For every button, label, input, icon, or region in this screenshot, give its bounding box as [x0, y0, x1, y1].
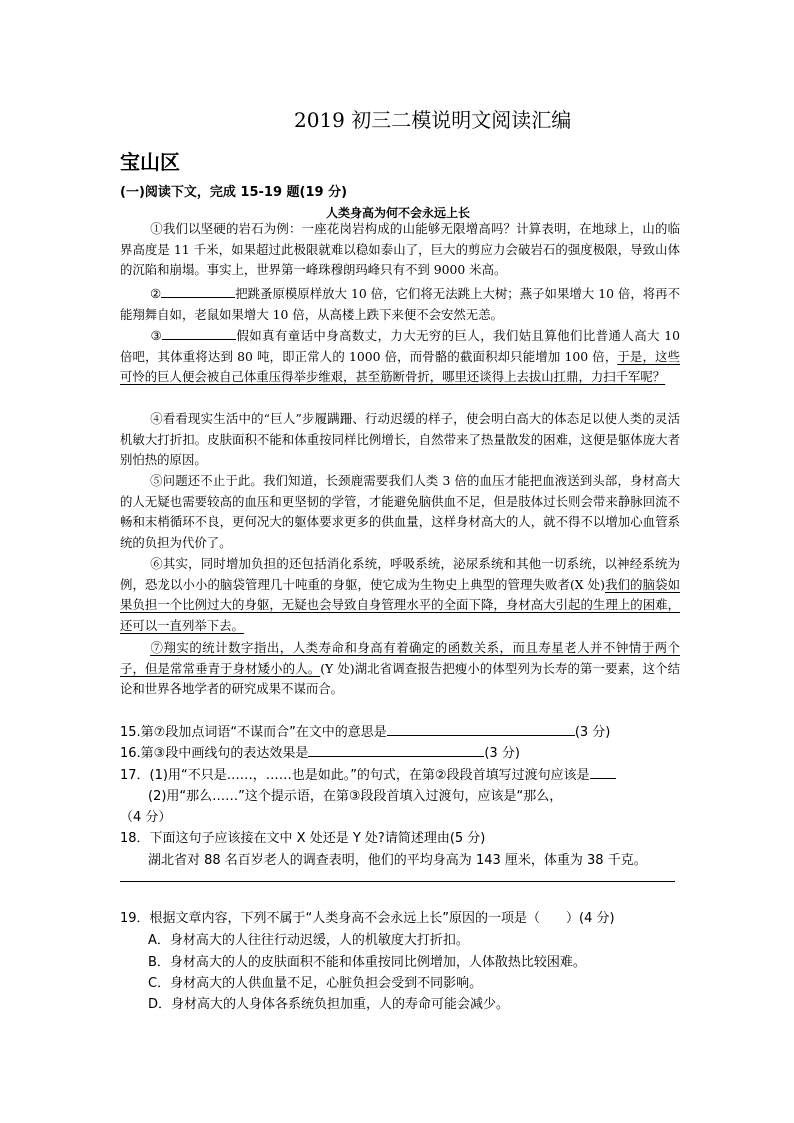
question-17-part-2-text: (2)用“那么……”这个提示语，在第③段段首填入过渡句，应该是“那么， — [148, 789, 563, 804]
paragraph-3-underlined-sentence: 于是，这些可怜的巨人便会被自己体重压得举步维艰，甚至筋断骨折，哪里还谈得上去拔山扛鼎，力扫千军呢？ — [120, 348, 680, 385]
paragraph-5 — [120, 471, 680, 554]
paragraph-7 — [120, 638, 680, 700]
question-19-option-d[interactable]: D．身材高大的人身体各系统负担加重，人的寿命可能会减少。 — [148, 997, 510, 1012]
paragraph-7-text: (Y 处)湖北省调查报告把瘦小的体型列为长寿的第一要素，这个结论和世界各地学者的研究成果不谋而合。 — [120, 660, 680, 697]
paragraph-3-number: ③ — [150, 328, 162, 343]
paragraph-3-text: 假如真有童话中身高数丈，力大无穷的巨人，我们姑且算他们比普通人高大 10 倍吧，其体重将达到 80 吨，即正常人的 1000 倍，而骨骼的截面积却只能增加 100 倍， — [120, 328, 680, 364]
question-18-answer-line[interactable] — [120, 881, 675, 882]
paragraph-6 — [120, 554, 680, 637]
paragraph-1 — [120, 219, 680, 281]
section-heading: (一)阅读下文，完成 15-19 题(19 分) — [120, 185, 348, 200]
article-title: 人类身高为何不会永远上长 — [325, 206, 470, 220]
question-19-option-b[interactable]: B．身材高大的人的皮肤面积不能和体重按同比例增加，人体散热比较困难。 — [148, 955, 586, 970]
question-16-text: 16.第③段中画线句的表达效果是 — [120, 746, 309, 761]
question-19: 19．根据文章内容，下列不属于“人类身高不会永远上长”原因的一项是（ ）(4 分) — [120, 911, 615, 926]
question-15-answer-blank[interactable] — [387, 723, 575, 736]
paragraph-6-text: ⑥其实，同时增加负担的还包括消化系统，呼吸系统，泌尿系统和其他一切系统，以神经系统为例，恐龙以小小的脑袋管理几十吨重的身躯，使它成为生物史上典型的管理失败者(X 处) — [120, 556, 680, 592]
paragraph-7-underlined-sentence: ⑦翔实的统计数字指出，人类寿命和身高有着确定的函数关系，而且寿星老人并不钟情于两个子，但是常常垂青于身材矮小的人。 — [120, 640, 680, 676]
paragraph-2-number: ② — [150, 286, 162, 301]
question-16-answer-blank[interactable] — [308, 744, 484, 757]
district-heading: 宝山区 — [120, 150, 180, 174]
question-16-score: (3 分) — [484, 746, 520, 761]
question-17-score: （4 分） — [120, 810, 172, 825]
paragraph-1-text: ①我们以坚硬的岩石为例：一座花岗岩构成的山能够无限增高吗？计算表明，在地球上，山的临界高度是 11 千米，如果超过此极限就难以稳如泰山了，巨大的剪应力会破岩石的强度极限，导致山体的沉陷和崩塌。事实上，世界第一峰珠穆朗玛峰只有不到 9000 米高。 — [120, 221, 680, 278]
question-17-part-2 — [148, 786, 562, 808]
paragraph-2-text: 把跳蚤原模原样放大 10 倍，它们将无法跳上大树；燕子如果增大 10 倍，将再不能翔舞自如，老鼠如果增大 10 倍，从高楼上跌下来便不会安然无恙。 — [120, 286, 680, 322]
question-19-option-c[interactable]: C．身材高大的人供血量不足，心脏负担会受到不同影响。 — [148, 976, 483, 991]
fill-blank-3[interactable] — [162, 327, 236, 340]
question-15-text: 15.第⑦段加点词语“不谋而合”在文中的意思是 — [120, 725, 387, 740]
paragraph-6-underlined-sentence: 我们的脑袋如果负担一个比例过大的身躯，无疑也会导致自身管理水平的全面下降，身材高大引起的生理上的困难，还可以一直列举下去。 — [120, 576, 680, 634]
paragraph-2 — [120, 284, 680, 325]
question-18: 18．下面这句子应该接在文中 X 处还是 Y 处?请简述理由(5 分) — [120, 831, 486, 846]
paragraph-3 — [120, 326, 680, 388]
question-17-part-1-answer-blank[interactable] — [590, 766, 616, 779]
question-15-score: (3 分) — [574, 725, 611, 740]
question-18-sentence: 湖北省对 88 名百岁老人的调查表明，他们的平均身高为 143 厘米，体重为 38 千克。 — [148, 853, 647, 868]
question-19-option-a[interactable]: A．身材高大的人往往行动迟缓，人的机敏度大打折扣。 — [148, 933, 469, 948]
paragraph-5-text: ⑤问题还不止于此。我们知道，长颈鹿需要我们人类 3 倍的血压才能把血液送到头部，身材高大的人无疑也需要较高的血压和更坚韧的学管，才能避免脑供血不足，但是肢体过长则会带来静脉回流不畅和末梢循环不良，更何况大的躯体要求更多的供血量，这样身材高大的人，就不得不以增加心血管系统的负担为代价了。 — [120, 473, 680, 551]
page-title: 2019 初三二模说明文阅读汇编 — [294, 108, 572, 132]
question-15 — [120, 722, 610, 744]
fill-blank-2[interactable] — [161, 285, 235, 298]
paragraph-4 — [120, 409, 680, 471]
question-17-part-1 — [120, 765, 616, 787]
paragraph-4-text: ④看看现实生活中的“巨人”步履蹒跚、行动迟缓的样子，使会明白高大的体态足以使人类的灵活机敏大打折扣。皮肤面积不能和体重按同样比例增长，自然带来了热量散发的困难，这便是躯体庞大者别怕热的原因。 — [120, 411, 680, 468]
question-16 — [120, 743, 520, 765]
question-17-part-1-text: 17．(1)用“不只是……，……也是如此。”的句式，在第②段段首填写过渡句应该是 — [120, 768, 590, 783]
